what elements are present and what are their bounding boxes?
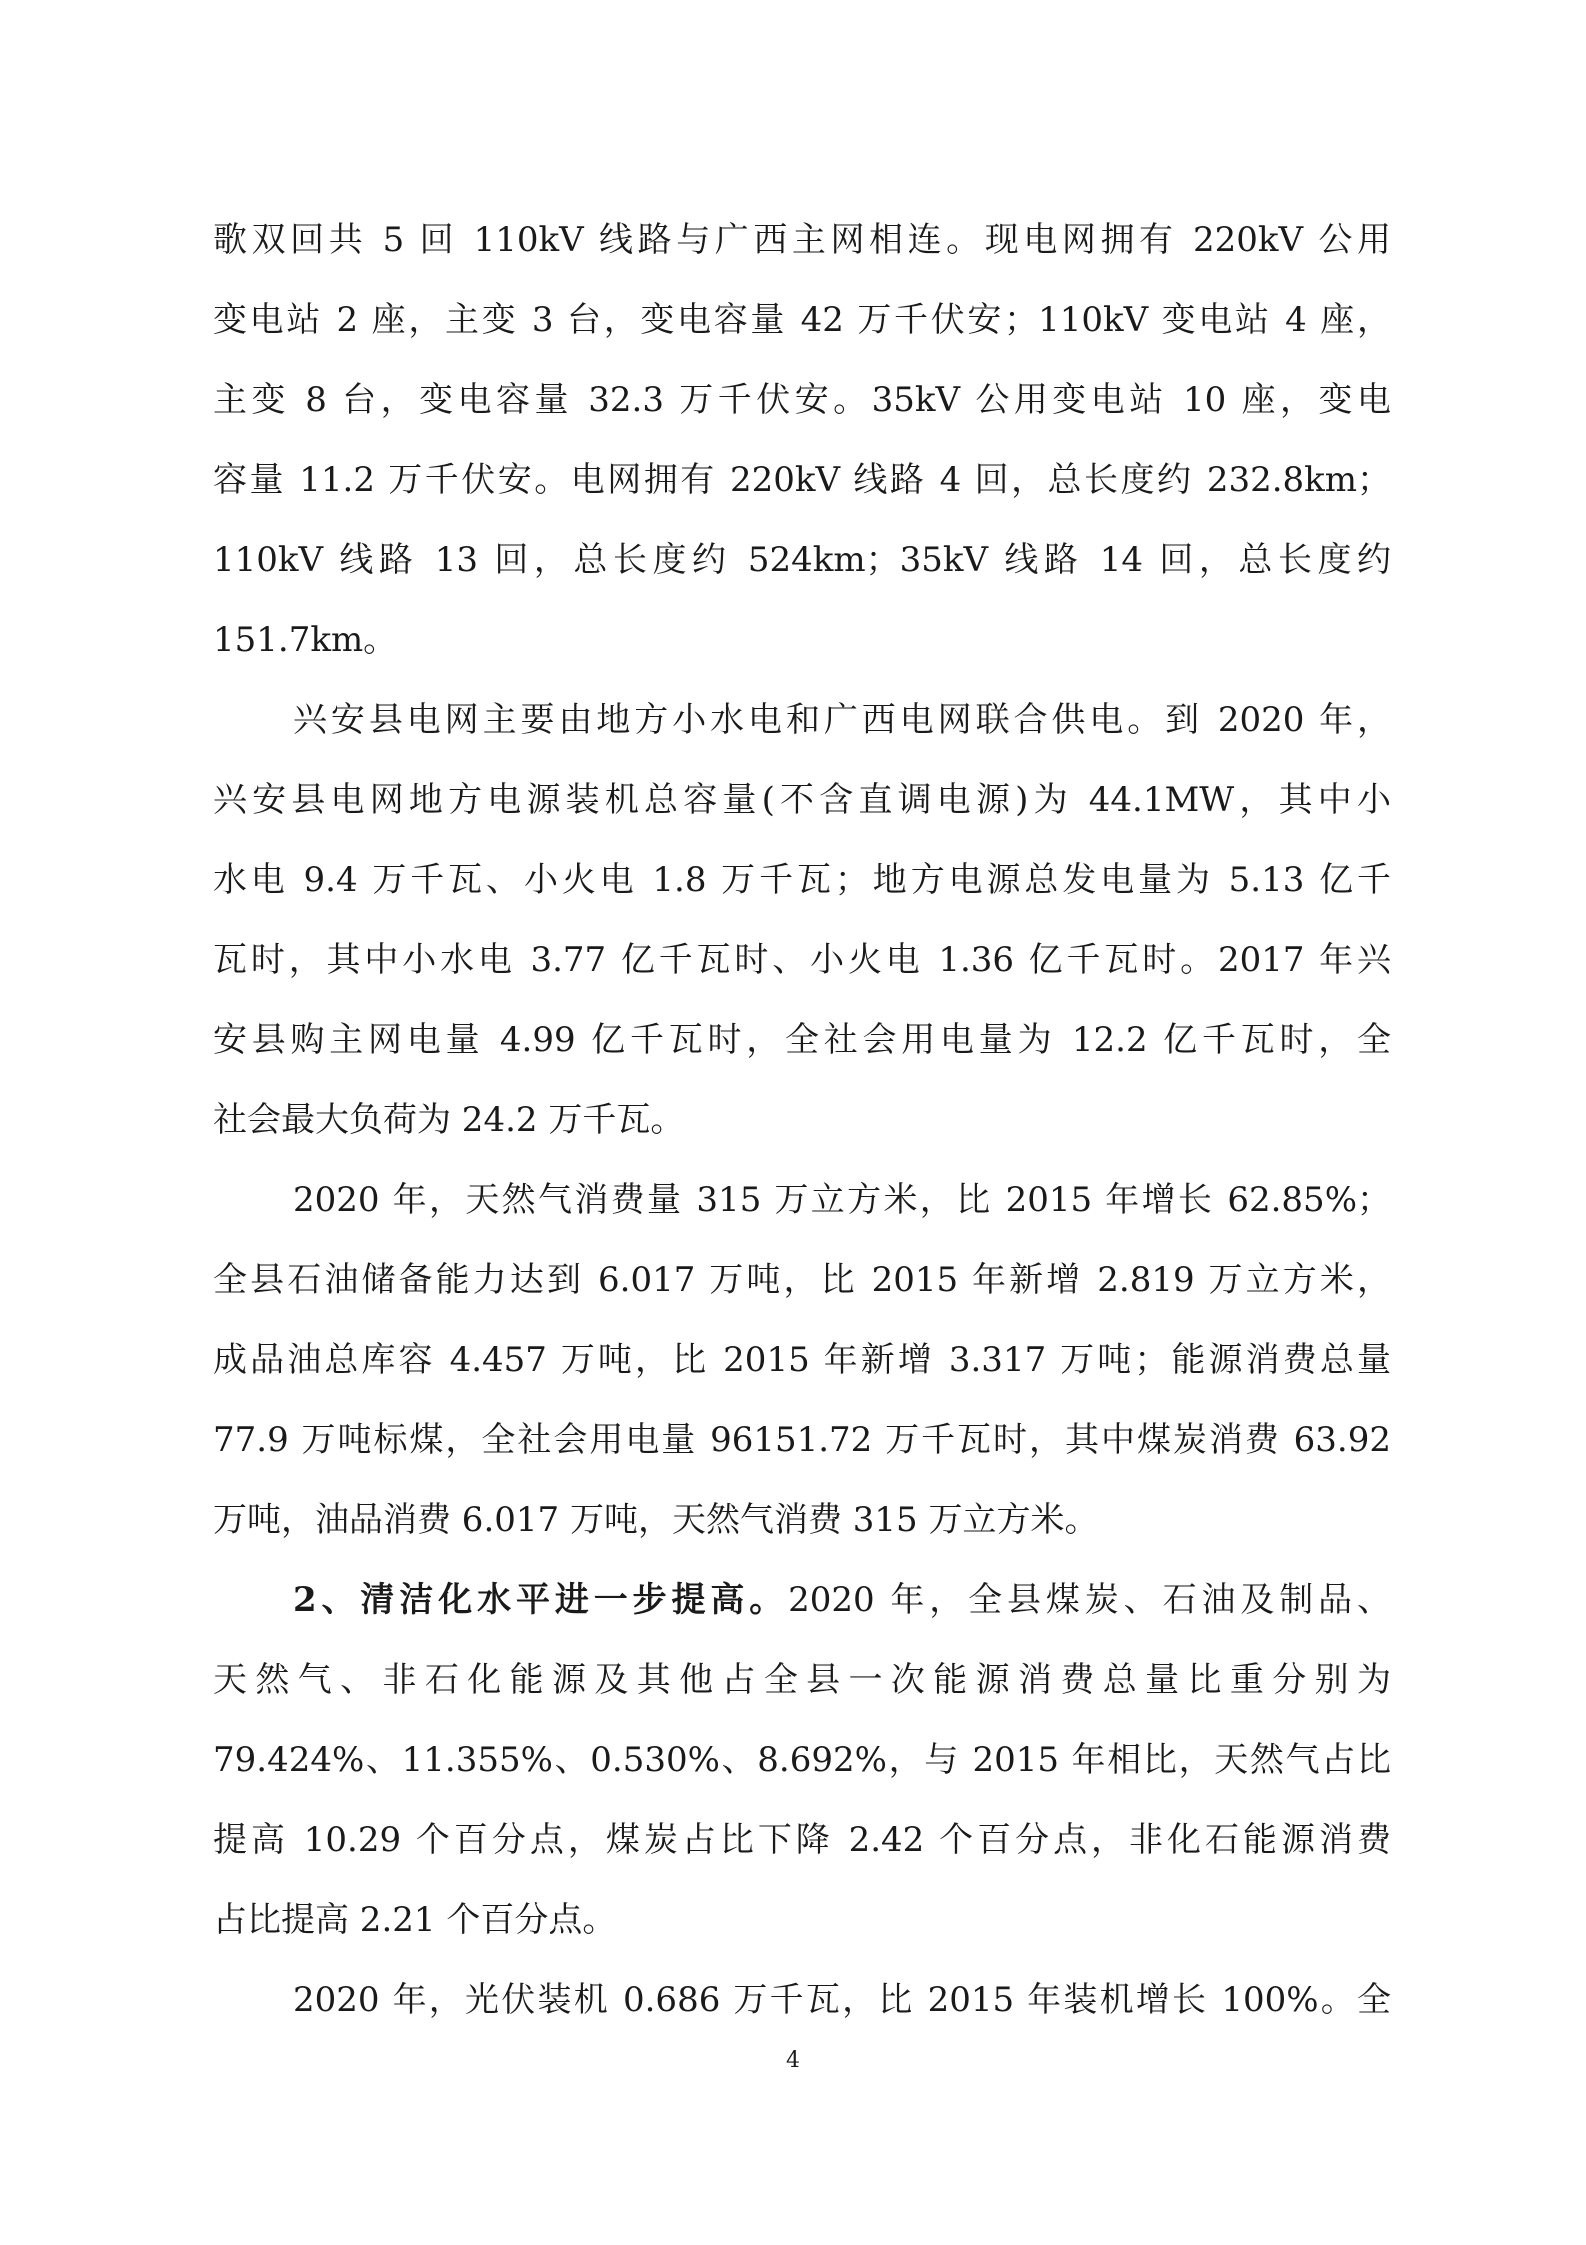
section-heading: 2、清洁化水平进一步提高。 — [293, 1580, 789, 1620]
text-line: 天然气、非石化能源及其他占全县一次能源消费总量比重分别为 — [213, 1660, 1391, 1700]
page-number: 4 — [786, 2048, 800, 2073]
heading-continuation: 2020 年，全县煤炭、石油及制品、 — [788, 1580, 1391, 1620]
paragraph-solar — [213, 1960, 1391, 2040]
text-line: 万吨，油品消费 6.017 万吨，天然气消费 315 万立方米。 — [213, 1500, 1099, 1540]
text-line: 社会最大负荷为 24.2 万千瓦。 — [213, 1100, 685, 1140]
text-line: 兴安县电网主要由地方小水电和广西电网联合供电。到 2020 年， — [293, 700, 1391, 740]
text-line: 容量 11.2 万千伏安。电网拥有 220kV 线路 4 回，总长度约 232.8km； — [213, 460, 1391, 500]
text-line: 安县购主网电量 4.99 亿千瓦时，全社会用电量为 12.2 亿千瓦时，全 — [213, 1020, 1391, 1060]
text-line: 全县石油储备能力达到 6.017 万吨，比 2015 年新增 2.819 万立方米， — [213, 1260, 1391, 1300]
text-line — [213, 1560, 1391, 1640]
paragraph-clean-energy — [213, 1560, 1391, 1960]
paragraph-grid-overview — [213, 200, 1391, 680]
text-line: 水电 9.4 万千瓦、小火电 1.8 万千瓦；地方电源总发电量为 5.13 亿千 — [213, 860, 1391, 900]
text-line: 成品油总库容 4.457 万吨，比 2015 年新增 3.317 万吨；能源消费总量 — [213, 1340, 1391, 1380]
text-line: 2020 年，光伏装机 0.686 万千瓦，比 2015 年装机增长 100%。全 — [293, 1980, 1391, 2020]
paragraph-energy-consumption — [213, 1160, 1391, 1560]
text-line: 主变 8 台，变电容量 32.3 万千伏安。35kV 公用变电站 10 座，变电 — [213, 380, 1391, 420]
text-line: 变电站 2 座，主变 3 台，变电容量 42 万千伏安；110kV 变电站 4 座， — [213, 300, 1391, 340]
text-line: 提高 10.29 个百分点，煤炭占比下降 2.42 个百分点，非化石能源消费 — [213, 1820, 1391, 1860]
text-line: 歌双回共 5 回 110kV 线路与广西主网相连。现电网拥有 220kV 公用 — [213, 220, 1391, 260]
text-line: 占比提高 2.21 个百分点。 — [213, 1900, 617, 1940]
document-body — [213, 200, 1391, 2040]
text-line: 151.7km。 — [213, 620, 398, 660]
text-line: 79.424%、11.355%、0.530%、8.692%，与 2015 年相比，天然气占比 — [213, 1740, 1391, 1780]
text-line: 77.9 万吨标煤，全社会用电量 96151.72 万千瓦时，其中煤炭消费 63.92 — [213, 1420, 1391, 1460]
text-line: 瓦时，其中小水电 3.77 亿千瓦时、小火电 1.36 亿千瓦时。2017 年兴 — [213, 940, 1391, 980]
paragraph-local-power — [213, 680, 1391, 1160]
text-line: 2020 年，天然气消费量 315 万立方米，比 2015 年增长 62.85%； — [293, 1180, 1391, 1220]
text-line: 110kV 线路 13 回，总长度约 524km；35kV 线路 14 回，总长度约 — [213, 540, 1391, 580]
text-line: 兴安县电网地方电源装机总容量(不含直调电源)为 44.1MW，其中小 — [213, 780, 1391, 820]
